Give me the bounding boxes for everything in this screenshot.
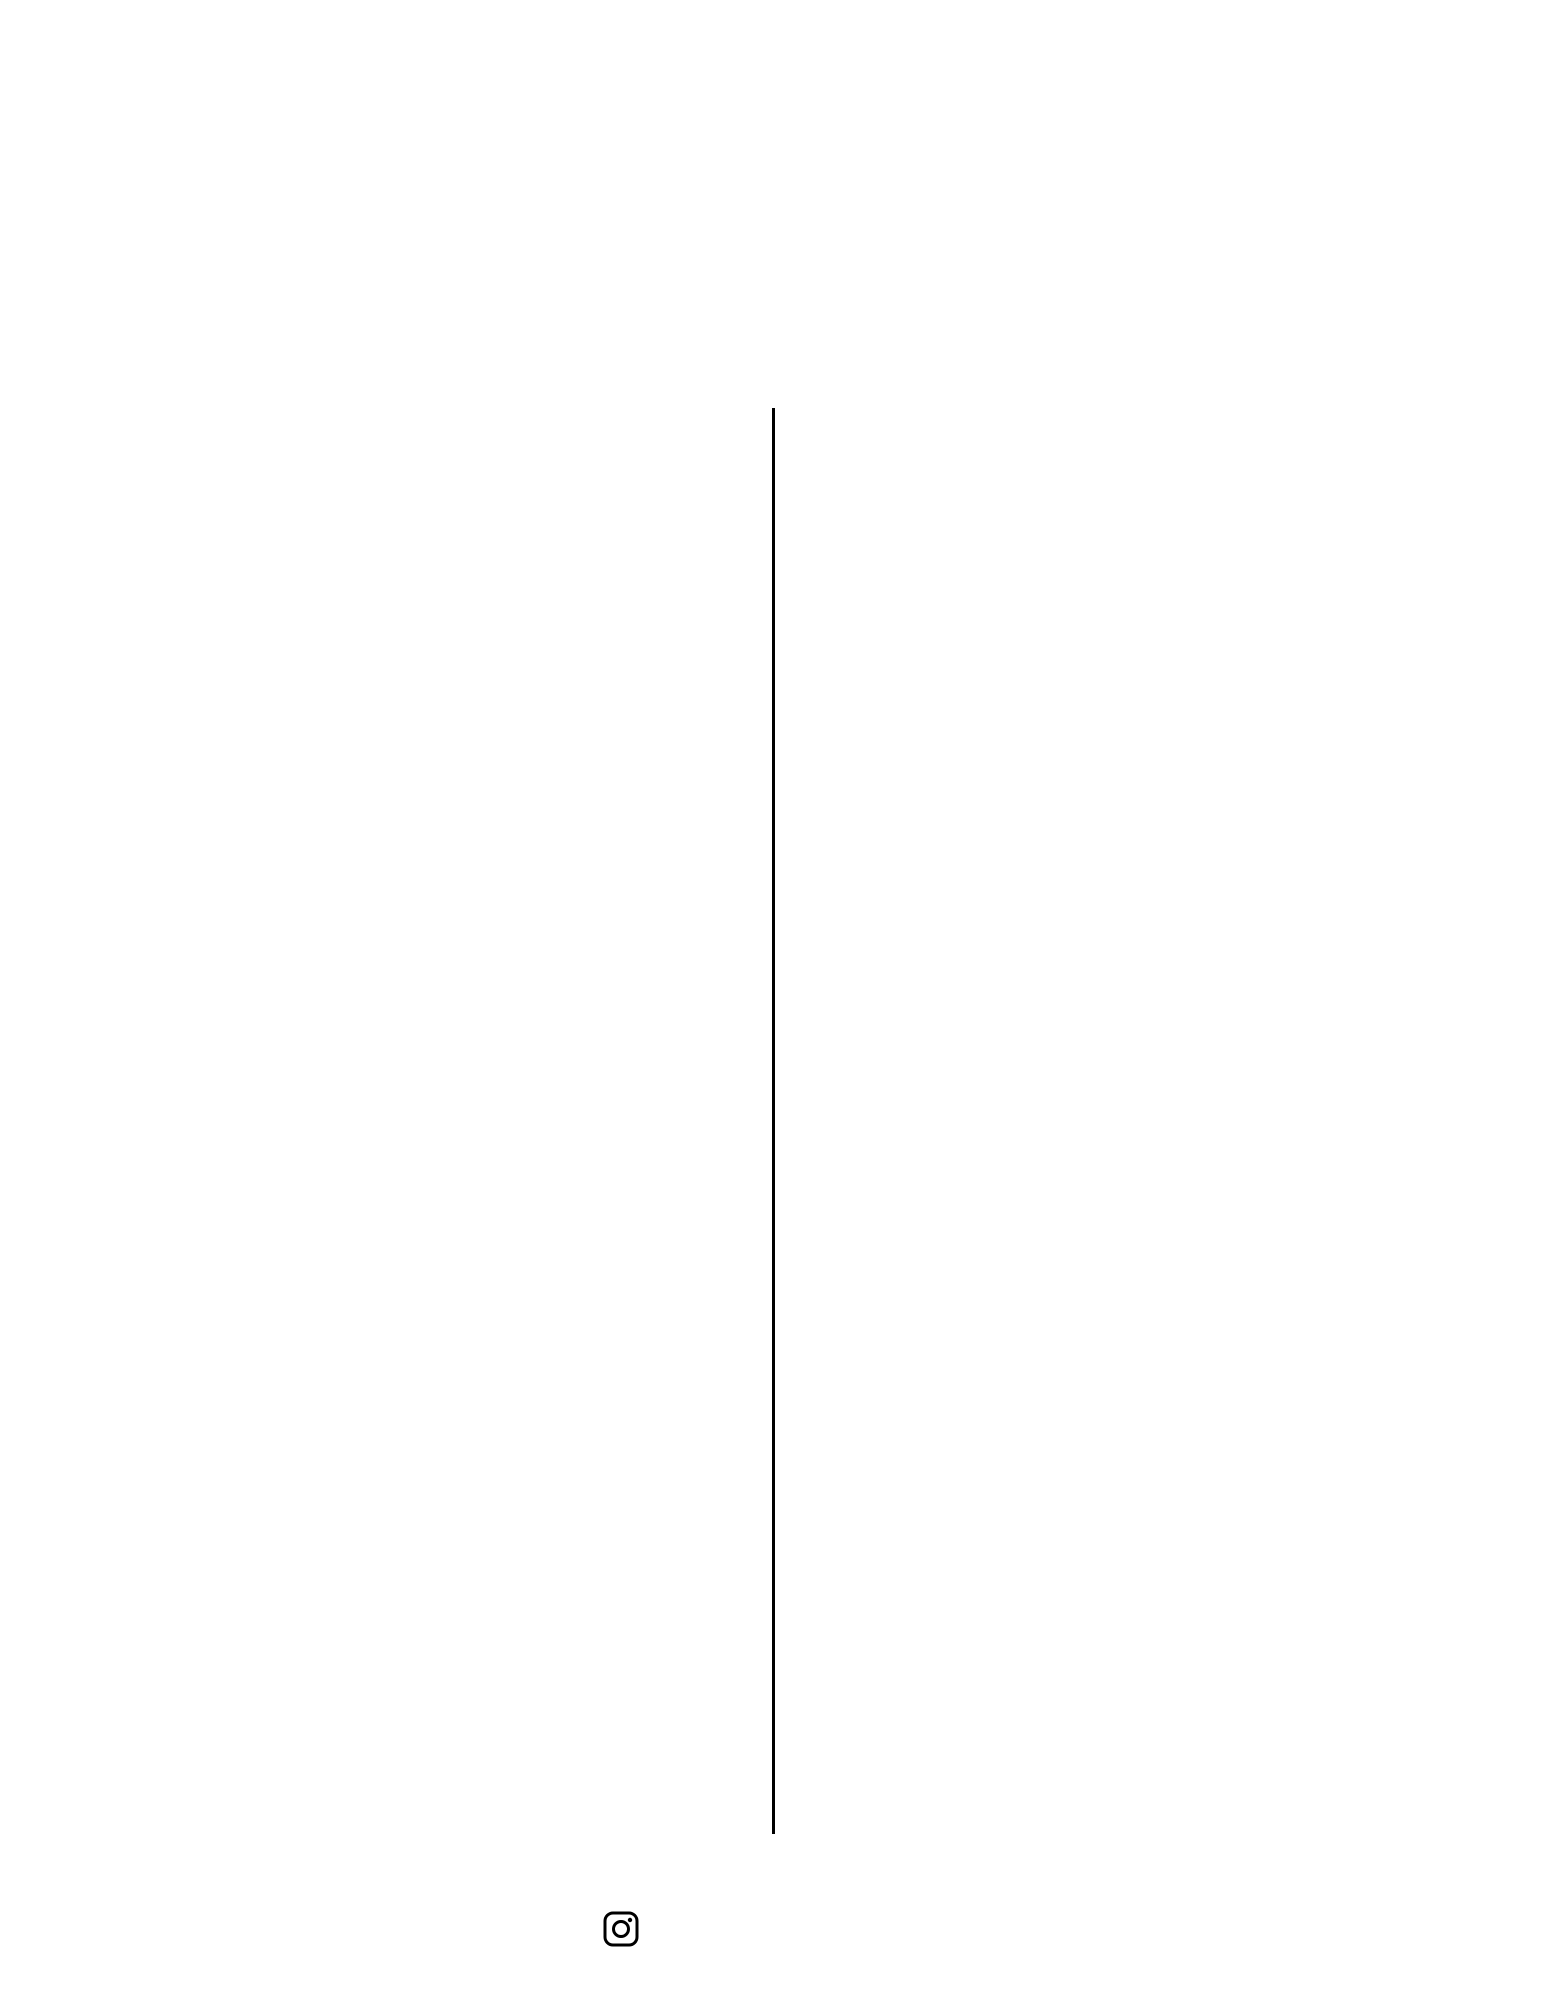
vertical-divider [772,408,775,1834]
left-panel [0,408,772,1834]
instagram-link[interactable] [602,1910,640,1948]
footer [0,1880,1545,1960]
right-panel [776,408,1545,1834]
instagram-icon [602,1910,640,1948]
